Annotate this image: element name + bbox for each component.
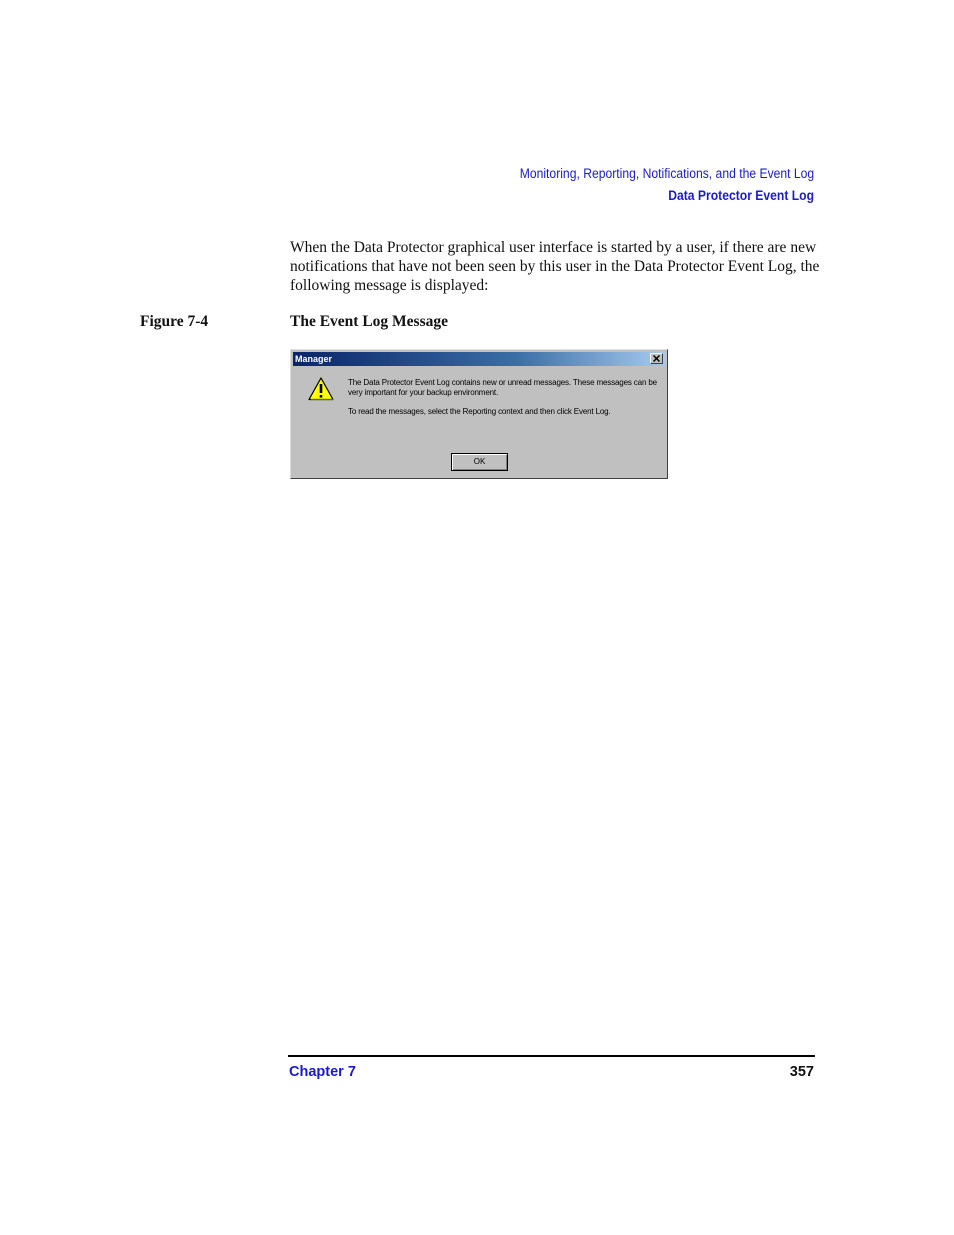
- dialog-message-line2: To read the messages, select the Reporting context and then click Event Log.: [348, 407, 611, 416]
- ok-button[interactable]: OK: [451, 453, 508, 471]
- footer-page-number: 357: [789, 1064, 814, 1080]
- footer-chapter-label: Chapter 7: [289, 1064, 356, 1080]
- figure-label: Figure 7-4: [140, 313, 209, 330]
- footer-divider: [288, 1055, 815, 1057]
- close-icon: [653, 355, 660, 362]
- manager-dialog: [290, 349, 668, 479]
- warning-icon: [308, 377, 334, 401]
- close-button[interactable]: [650, 353, 663, 364]
- dialog-message-line1: The Data Protector Event Log contains new or unread messages. These messages can be very important for your backup environment.: [348, 378, 657, 397]
- dialog-titlebar[interactable]: [293, 352, 665, 366]
- figure-title: The Event Log Message: [290, 313, 449, 330]
- body-paragraph: When the Data Protector graphical user interface is started by a user, if there are new notifications that have not been seen by this user in the Data Protector Event Log, the following message is displayed:: [290, 239, 820, 294]
- dialog-message: [348, 378, 666, 417]
- running-header-section: Data Protector Event Log: [668, 188, 814, 203]
- running-header-chapter: Monitoring, Reporting, Notifications, and the Event Log: [519, 166, 814, 181]
- dialog-title: Manager: [295, 354, 333, 364]
